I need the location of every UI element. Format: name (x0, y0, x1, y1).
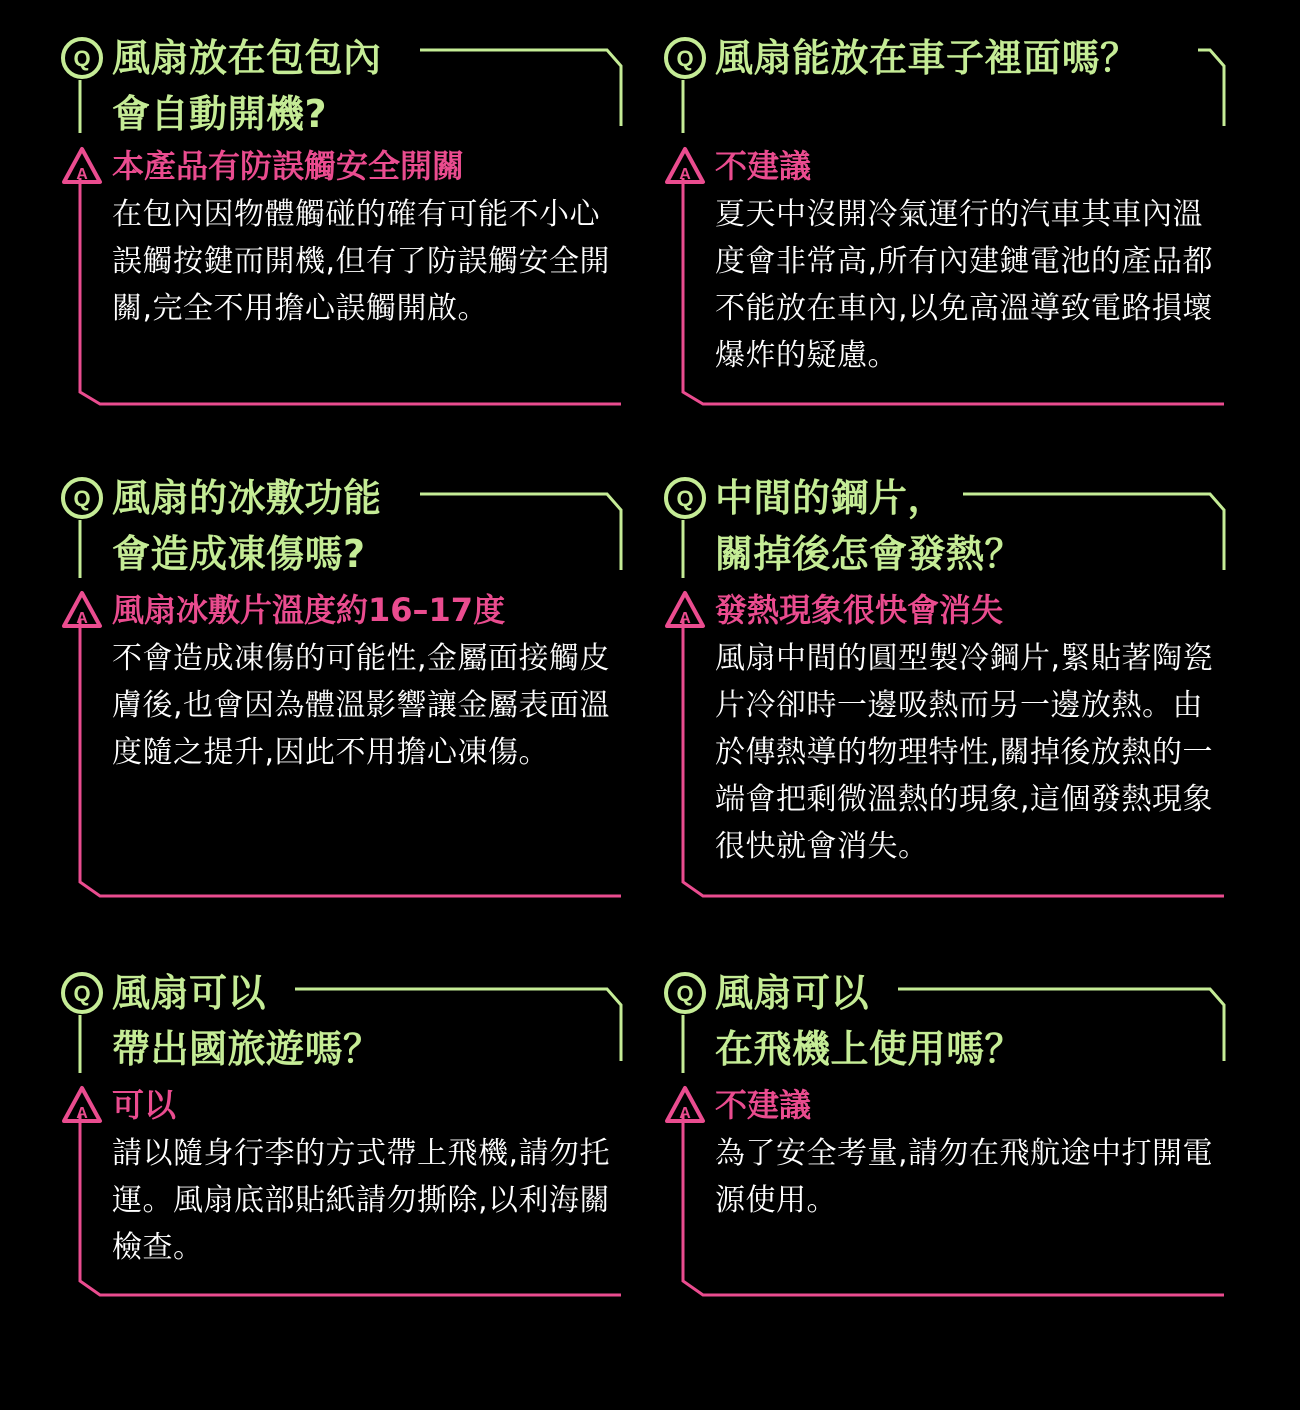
faq-card-6 (663, 965, 1243, 1305)
question-line-1: 風扇放在包包內 (112, 30, 396, 86)
question-line-1: 風扇可以 (715, 965, 883, 1021)
svg-text:Q: Q (676, 981, 694, 1006)
faq-card-2 (663, 30, 1243, 410)
svg-text:A: A (76, 610, 88, 627)
answer-title: 可以 (112, 1086, 177, 1124)
question-line-2: 在飛機上使用嗎？ (715, 1021, 1037, 1077)
svg-text:A: A (76, 1105, 88, 1122)
answer-body: 夏天中沒開冷氣運行的汽車其車內溫度會非常高,所有內建鏈電池的產品都不能放在車內,以免高溫導致電路損壞爆炸的疑慮。 (715, 197, 1214, 373)
answer-body: 不會造成凍傷的可能性,金屬面接觸皮膚後,也會因為體溫影響讓金屬表面溫度隨之提升,因此不用擔心凍傷。 (112, 641, 611, 770)
question-text (112, 965, 396, 1077)
svg-text:A: A (76, 166, 88, 183)
answer-title: 發熱現象很快會消失 (715, 591, 1004, 629)
triangle-a-icon (60, 588, 104, 632)
faq-card-5 (60, 965, 640, 1305)
faq-card-4 (663, 470, 1243, 900)
triangle-a-icon (663, 588, 707, 632)
question-text (715, 965, 1037, 1077)
answer-body: 請以隨身行李的方式帶上飛機,請勿托運。風扇底部貼紙請勿撕除,以利海關檢查。 (112, 1136, 611, 1265)
faq-card-3 (60, 470, 640, 900)
triangle-a-icon (60, 144, 104, 188)
answer-body: 在包內因物體觸碰的確有可能不小心誤觸按鍵而開機,但有了防誤觸安全開關,完全不用擔心誤觸開啟。 (112, 197, 611, 326)
question-line-2: 會自動開機? (112, 86, 341, 142)
triangle-a-icon (663, 144, 707, 188)
answer-title: 本產品有防誤觸安全開關 (112, 147, 465, 185)
svg-text:Q: Q (73, 486, 91, 511)
question-text (715, 30, 1153, 86)
svg-text:Q: Q (73, 981, 91, 1006)
answer-title: 不建議 (715, 147, 812, 185)
question-line-2: 關掉後怎會發熱？ (715, 526, 1037, 582)
circle-q-icon (663, 476, 707, 520)
question-text (715, 470, 1037, 582)
triangle-a-icon (60, 1083, 104, 1127)
svg-text:Q: Q (676, 46, 694, 71)
circle-q-icon (60, 36, 104, 80)
faq-card-1 (60, 30, 640, 410)
circle-q-icon (663, 36, 707, 80)
question-text (112, 470, 396, 582)
circle-q-icon (60, 971, 104, 1015)
answer-title: 風扇冰敷片溫度約16–17度 (112, 591, 506, 629)
question-text (112, 30, 396, 142)
answer-body: 為了安全考量,請勿在飛航途中打開電源使用。 (715, 1136, 1214, 1218)
svg-text:Q: Q (676, 486, 694, 511)
question-line-1: 風扇的冰敷功能 (112, 470, 396, 526)
svg-text:Q: Q (73, 46, 91, 71)
circle-q-icon (60, 476, 104, 520)
triangle-a-icon (663, 1083, 707, 1127)
svg-text:A: A (679, 1105, 691, 1122)
circle-q-icon (663, 971, 707, 1015)
svg-text:A: A (679, 166, 691, 183)
answer-body: 風扇中間的圓型製冷鋼片,緊貼著陶瓷片冷卻時一邊吸熱而另一邊放熱。由於傳熱導的物理特性,關掉後放熱的一端會把剩微溫熱的現象,這個發熱現象很快就會消失。 (715, 641, 1214, 864)
answer-title: 不建議 (715, 1086, 812, 1124)
question-line-1: 中間的鋼片， (715, 470, 960, 526)
question-line-2: 帶出國旅遊嗎？ (112, 1021, 396, 1077)
question-line-1: 風扇能放在車子裡面嗎？ (715, 30, 1153, 86)
svg-text:A: A (679, 610, 691, 627)
question-line-1: 風扇可以 (112, 965, 280, 1021)
question-line-2: 會造成凍傷嗎? (112, 526, 380, 582)
